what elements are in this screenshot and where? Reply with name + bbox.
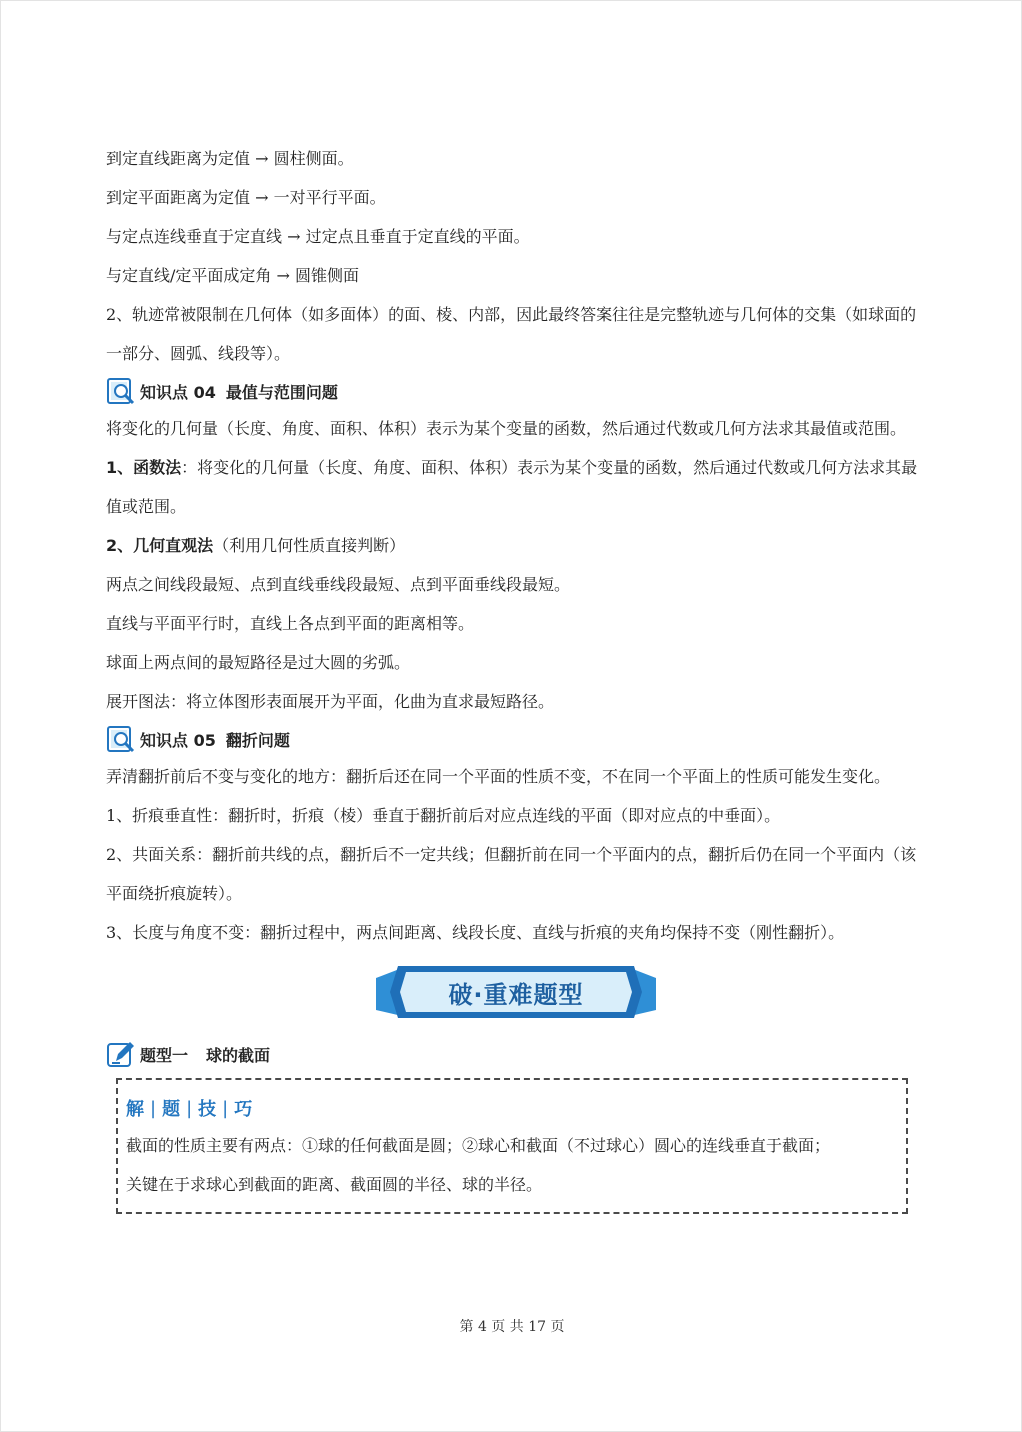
- method-label: 2、几何直观法: [106, 536, 214, 555]
- text-line: 两点之间线段最短、点到直线垂线段最短、点到平面垂线段最短。: [106, 575, 571, 594]
- knowledge-point-number: 知识点 05: [140, 730, 216, 750]
- text-line: 到定平面距离为定值 → 一对平行平面。: [106, 188, 386, 207]
- knowledge-point-header: [106, 373, 926, 409]
- method-label: 1、函数法: [106, 458, 182, 477]
- method-text: （利用几何性质直接判断）: [213, 536, 406, 555]
- paragraph-trajectory: 2、轨迹常被限制在几何体（如多面体）的面、棱、内部，因此最终答案往往是完整轨迹与几何体的交集（如球面的一部分、圆弧、线段等）。: [106, 305, 917, 363]
- knowledge-point-title: 最值与范围问题: [225, 382, 338, 402]
- tip-char: 技: [198, 1099, 217, 1120]
- tip-line: 关键在于求球心到截面的距离、截面圆的半径、球的半径。: [126, 1175, 543, 1194]
- tip-char: 题: [162, 1099, 181, 1120]
- solution-tips-box: [116, 1078, 908, 1214]
- fold-item: 3、长度与角度不变：翻折过程中，两点间距离、线段长度、直线与折痕的夹角均保持不变（刚性翻折）。: [106, 923, 845, 942]
- fold-item: 1、折痕垂直性：翻折时，折痕（棱）垂直于翻折前后对应点连线的平面（即对应点的中垂面）。: [106, 806, 781, 825]
- banner-title: 破·重难题型: [448, 980, 584, 1009]
- tip-char: 解: [126, 1099, 144, 1120]
- text-line: 与定点连线垂直于定直线 → 过定点且垂直于定直线的平面。: [106, 227, 530, 246]
- magnifier-book-icon: [106, 724, 136, 754]
- knowledge-point-title: 翻折问题: [225, 730, 290, 750]
- method-text: ：将变化的几何量（长度、角度、面积、体积）表示为某个变量的函数，然后通过代数或几何方法求其最值或范围。: [106, 458, 918, 516]
- paragraph-intro: 将变化的几何量（长度、角度、面积、体积）表示为某个变量的函数，然后通过代数或几何方法求其最值或范围。: [106, 419, 907, 438]
- text-line: 到定直线距离为定值 → 圆柱侧面。: [106, 149, 354, 168]
- tip-char: 巧: [234, 1099, 253, 1120]
- tip-separator: |: [186, 1097, 193, 1119]
- tip-line: 截面的性质主要有两点：①球的任何截面是圆；②球心和截面（不过球心）圆心的连线垂直于截面；: [126, 1136, 831, 1155]
- magnifier-book-icon: [106, 376, 136, 406]
- knowledge-point-header: [106, 721, 926, 757]
- paragraph-intro: 弄清翻折前后不变与变化的地方：翻折后还在同一个平面的性质不变，不在同一个平面上的性质可能发生变化。: [106, 767, 891, 786]
- question-type-number: 题型一: [140, 1045, 189, 1065]
- page-content: [106, 139, 926, 1214]
- fold-item: 2、共面关系：翻折前共线的点，翻折后不一定共线；但翻折前在同一个平面内的点，翻折后仍在同一个平面内（该平面绕折痕旋转）。: [106, 845, 917, 903]
- question-type-title: 球的截面: [206, 1045, 271, 1065]
- text-line: 与定直线/定平面成定角 → 圆锥侧面: [106, 266, 359, 285]
- page-footer: 第 4 页 共 17 页: [459, 1319, 565, 1335]
- section-banner-wrap: [106, 964, 926, 1020]
- method-item: [106, 448, 926, 526]
- text-line: 展开图法：将立体图形表面展开为平面，化曲为直求最短路径。: [106, 692, 555, 711]
- tip-separator: |: [150, 1097, 157, 1119]
- pen-note-icon: [106, 1039, 136, 1069]
- tip-title: [126, 1090, 898, 1126]
- section-banner: [376, 964, 656, 1020]
- text-line: 直线与平面平行时，直线上各点到平面的距离相等。: [106, 614, 475, 633]
- text-line: 球面上两点间的最短路径是过大圆的劣弧。: [106, 653, 411, 672]
- tip-separator: |: [222, 1097, 229, 1119]
- knowledge-point-number: 知识点 04: [140, 382, 216, 402]
- method-item: [106, 526, 926, 565]
- question-type-header: [106, 1036, 926, 1072]
